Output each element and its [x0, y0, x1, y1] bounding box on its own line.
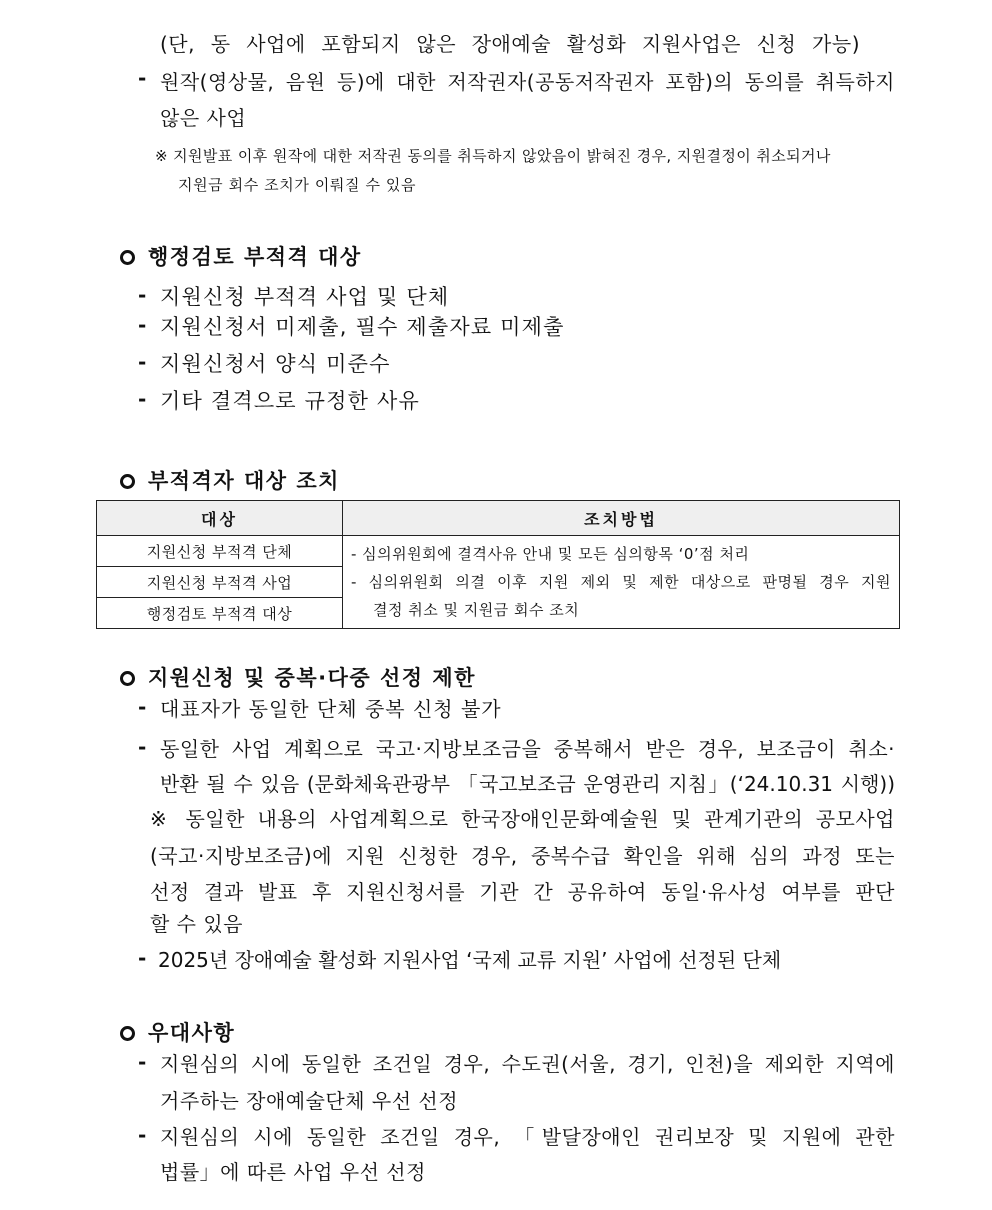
admin-review-item: 지원신청서 미제출, 필수 제출자료 미제출 — [160, 315, 565, 339]
section-title-duplicate: 지원신청 및 중복·다중 선정 제한 — [148, 666, 476, 690]
column-header-action: 조치방법 — [343, 501, 900, 536]
action-line: 결정 취소 및 지원금 회수 조치 — [373, 601, 580, 619]
preference-item-line2: 거주하는 장애예술단체 우선 선정 — [160, 1089, 459, 1113]
duplicate-note-line: ※ 동일한 내용의 사업계획으로 한국장애인문화예술원 및 관계기관의 공모사업 — [150, 807, 895, 831]
preference-item-line1: 지원심의 시에 동일한 조건일 경우, 「발달장애인 권리보장 및 지원에 관한 — [160, 1125, 895, 1149]
target-cell: 지원신청 부적격 사업 — [97, 567, 343, 598]
circle-bullet-icon — [120, 474, 135, 489]
action-cell — [343, 536, 900, 629]
duplicate-item: 2025년 장애예술 활성화 지원사업 ‘국제 교류 지원’ 사업에 선정된 단체 — [158, 948, 782, 972]
circle-bullet-icon — [120, 1026, 135, 1041]
duplicate-note-line: (국고·지방보조금)에 지원 신청한 경우, 중복수급 확인을 위해 심의 과정 또는 — [150, 844, 895, 868]
column-header-target: 대상 — [97, 501, 343, 536]
dash-marker: - — [138, 695, 147, 719]
ineligible-measures-table — [96, 500, 900, 629]
dash-marker: - — [138, 946, 147, 970]
circle-bullet-icon — [120, 671, 135, 686]
table-row — [97, 536, 900, 567]
admin-review-item: 기타 결격으로 규정한 사유 — [160, 389, 420, 413]
section-title-admin-review: 행정검토 부적격 대상 — [148, 245, 362, 269]
preference-item-line1: 지원심의 시에 동일한 조건일 경우, 수도권(서울, 경기, 인천)을 제외한 지역에 — [160, 1052, 895, 1076]
admin-review-item: 지원신청서 양식 미준수 — [160, 352, 391, 376]
preference-item-line2: 법률」에 따른 사업 우선 선정 — [160, 1160, 426, 1184]
target-cell: 행정검토 부적격 대상 — [97, 598, 343, 629]
dash-marker: - — [138, 313, 147, 337]
copyright-item-line2: 않은 사업 — [160, 106, 247, 130]
dash-marker: - — [138, 735, 147, 759]
section-title-preference: 우대사항 — [148, 1021, 236, 1045]
dash-marker: - — [138, 1123, 147, 1147]
duplicate-note-line: 할 수 있음 — [150, 912, 243, 936]
action-line: - 심의위원회 의결 이후 지원 제외 및 제한 대상으로 판명될 경우 지원 — [351, 573, 891, 591]
duplicate-item-cont: 반환 될 수 있음 (문화체육관광부 「국고보조금 운영관리 지침」(‘24.10.31 시행)) — [160, 772, 895, 796]
section-title-ineligible-measures: 부적격자 대상 조치 — [148, 469, 340, 493]
table-header-row — [97, 501, 900, 536]
dash-marker: - — [138, 66, 147, 90]
dash-marker: - — [138, 283, 147, 307]
dash-marker: - — [138, 350, 147, 374]
copyright-item-line1: 원작(영상물, 음원 등)에 대한 저작권자(공동저작권자 포함)의 동의를 취득하지 — [160, 70, 895, 94]
action-line: - 심의위원회에 결격사유 안내 및 모든 심의항목 ‘0’점 처리 — [351, 545, 750, 563]
circle-bullet-icon — [120, 250, 135, 265]
duplicate-note-line: 선정 결과 발표 후 지원신청서를 기관 간 공유하여 동일·유사성 여부를 판단 — [150, 880, 895, 904]
target-cell: 지원신청 부적격 단체 — [97, 536, 343, 567]
intro-paren-line: (단, 동 사업에 포함되지 않은 장애예술 활성화 지원사업은 신청 가능) — [160, 32, 860, 56]
duplicate-item: 동일한 사업 계획으로 국고·지방보조금을 중복해서 받은 경우, 보조금이 취소· — [160, 737, 895, 761]
admin-review-item: 지원신청 부적격 사업 및 단체 — [160, 285, 450, 309]
copyright-note-line1: ※ 지원발표 이후 원작에 대한 저작권 동의를 취득하지 않았음이 밝혀진 경우, 지원결정이 취소되거나 — [155, 147, 831, 165]
dash-marker: - — [138, 1050, 147, 1074]
copyright-note-line2: 지원금 회수 조치가 이뤄질 수 있음 — [178, 176, 417, 194]
dash-marker: - — [138, 387, 147, 411]
duplicate-item: 대표자가 동일한 단체 중복 신청 불가 — [160, 697, 502, 721]
